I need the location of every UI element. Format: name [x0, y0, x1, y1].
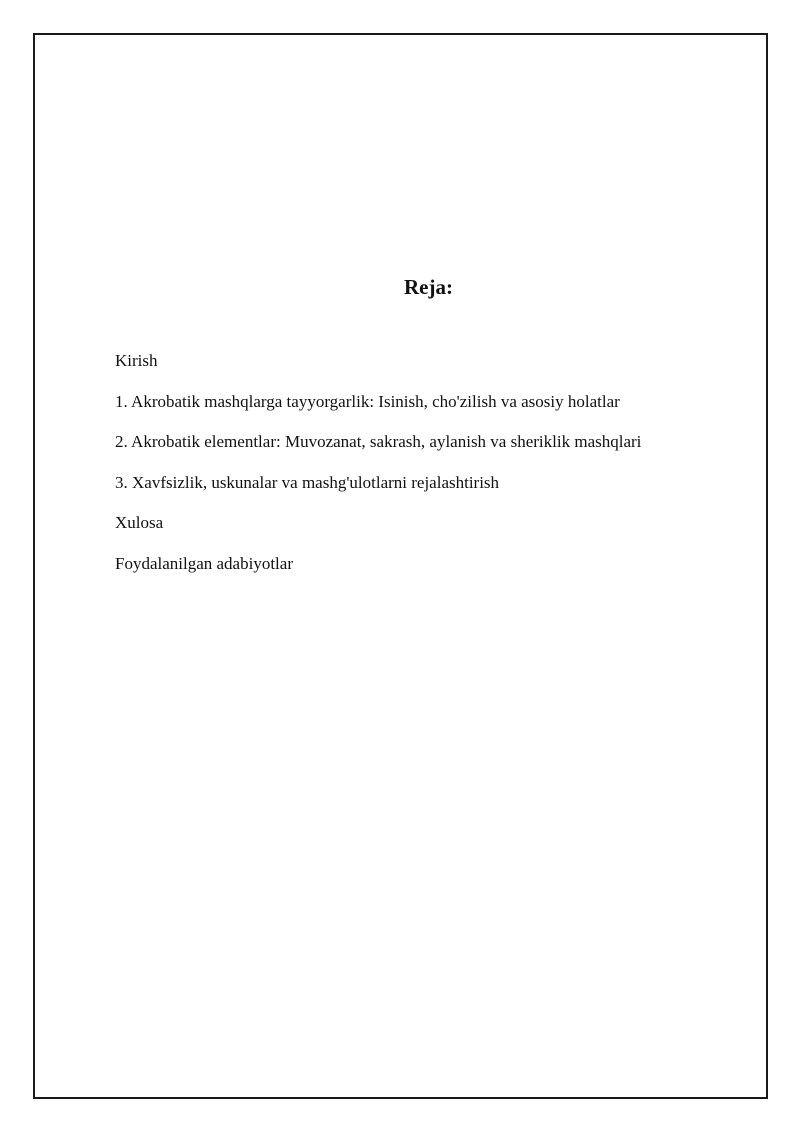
toc-item-conclusion: Xulosa [115, 513, 164, 533]
toc-item-introduction: Kirish [115, 351, 158, 370]
table-of-contents [115, 350, 641, 594]
toc-item-3: 3. Xavfsizlik, uskunalar va mashg'ulotlarni rejalashtirish [115, 472, 500, 492]
toc-item-2: 2. Akrobatik elementlar: Muvozanat, sakrash, aylanish va sheriklik mashqlari [115, 432, 642, 452]
page-title: Reja: [404, 275, 453, 299]
toc-item-1: 1. Akrobatik mashqlarga tayyorgarlik: Isinish, cho'zilish va asosiy holatlar [115, 391, 620, 411]
toc-item-references: Foydalanilgan adabiyotlar [115, 553, 293, 573]
